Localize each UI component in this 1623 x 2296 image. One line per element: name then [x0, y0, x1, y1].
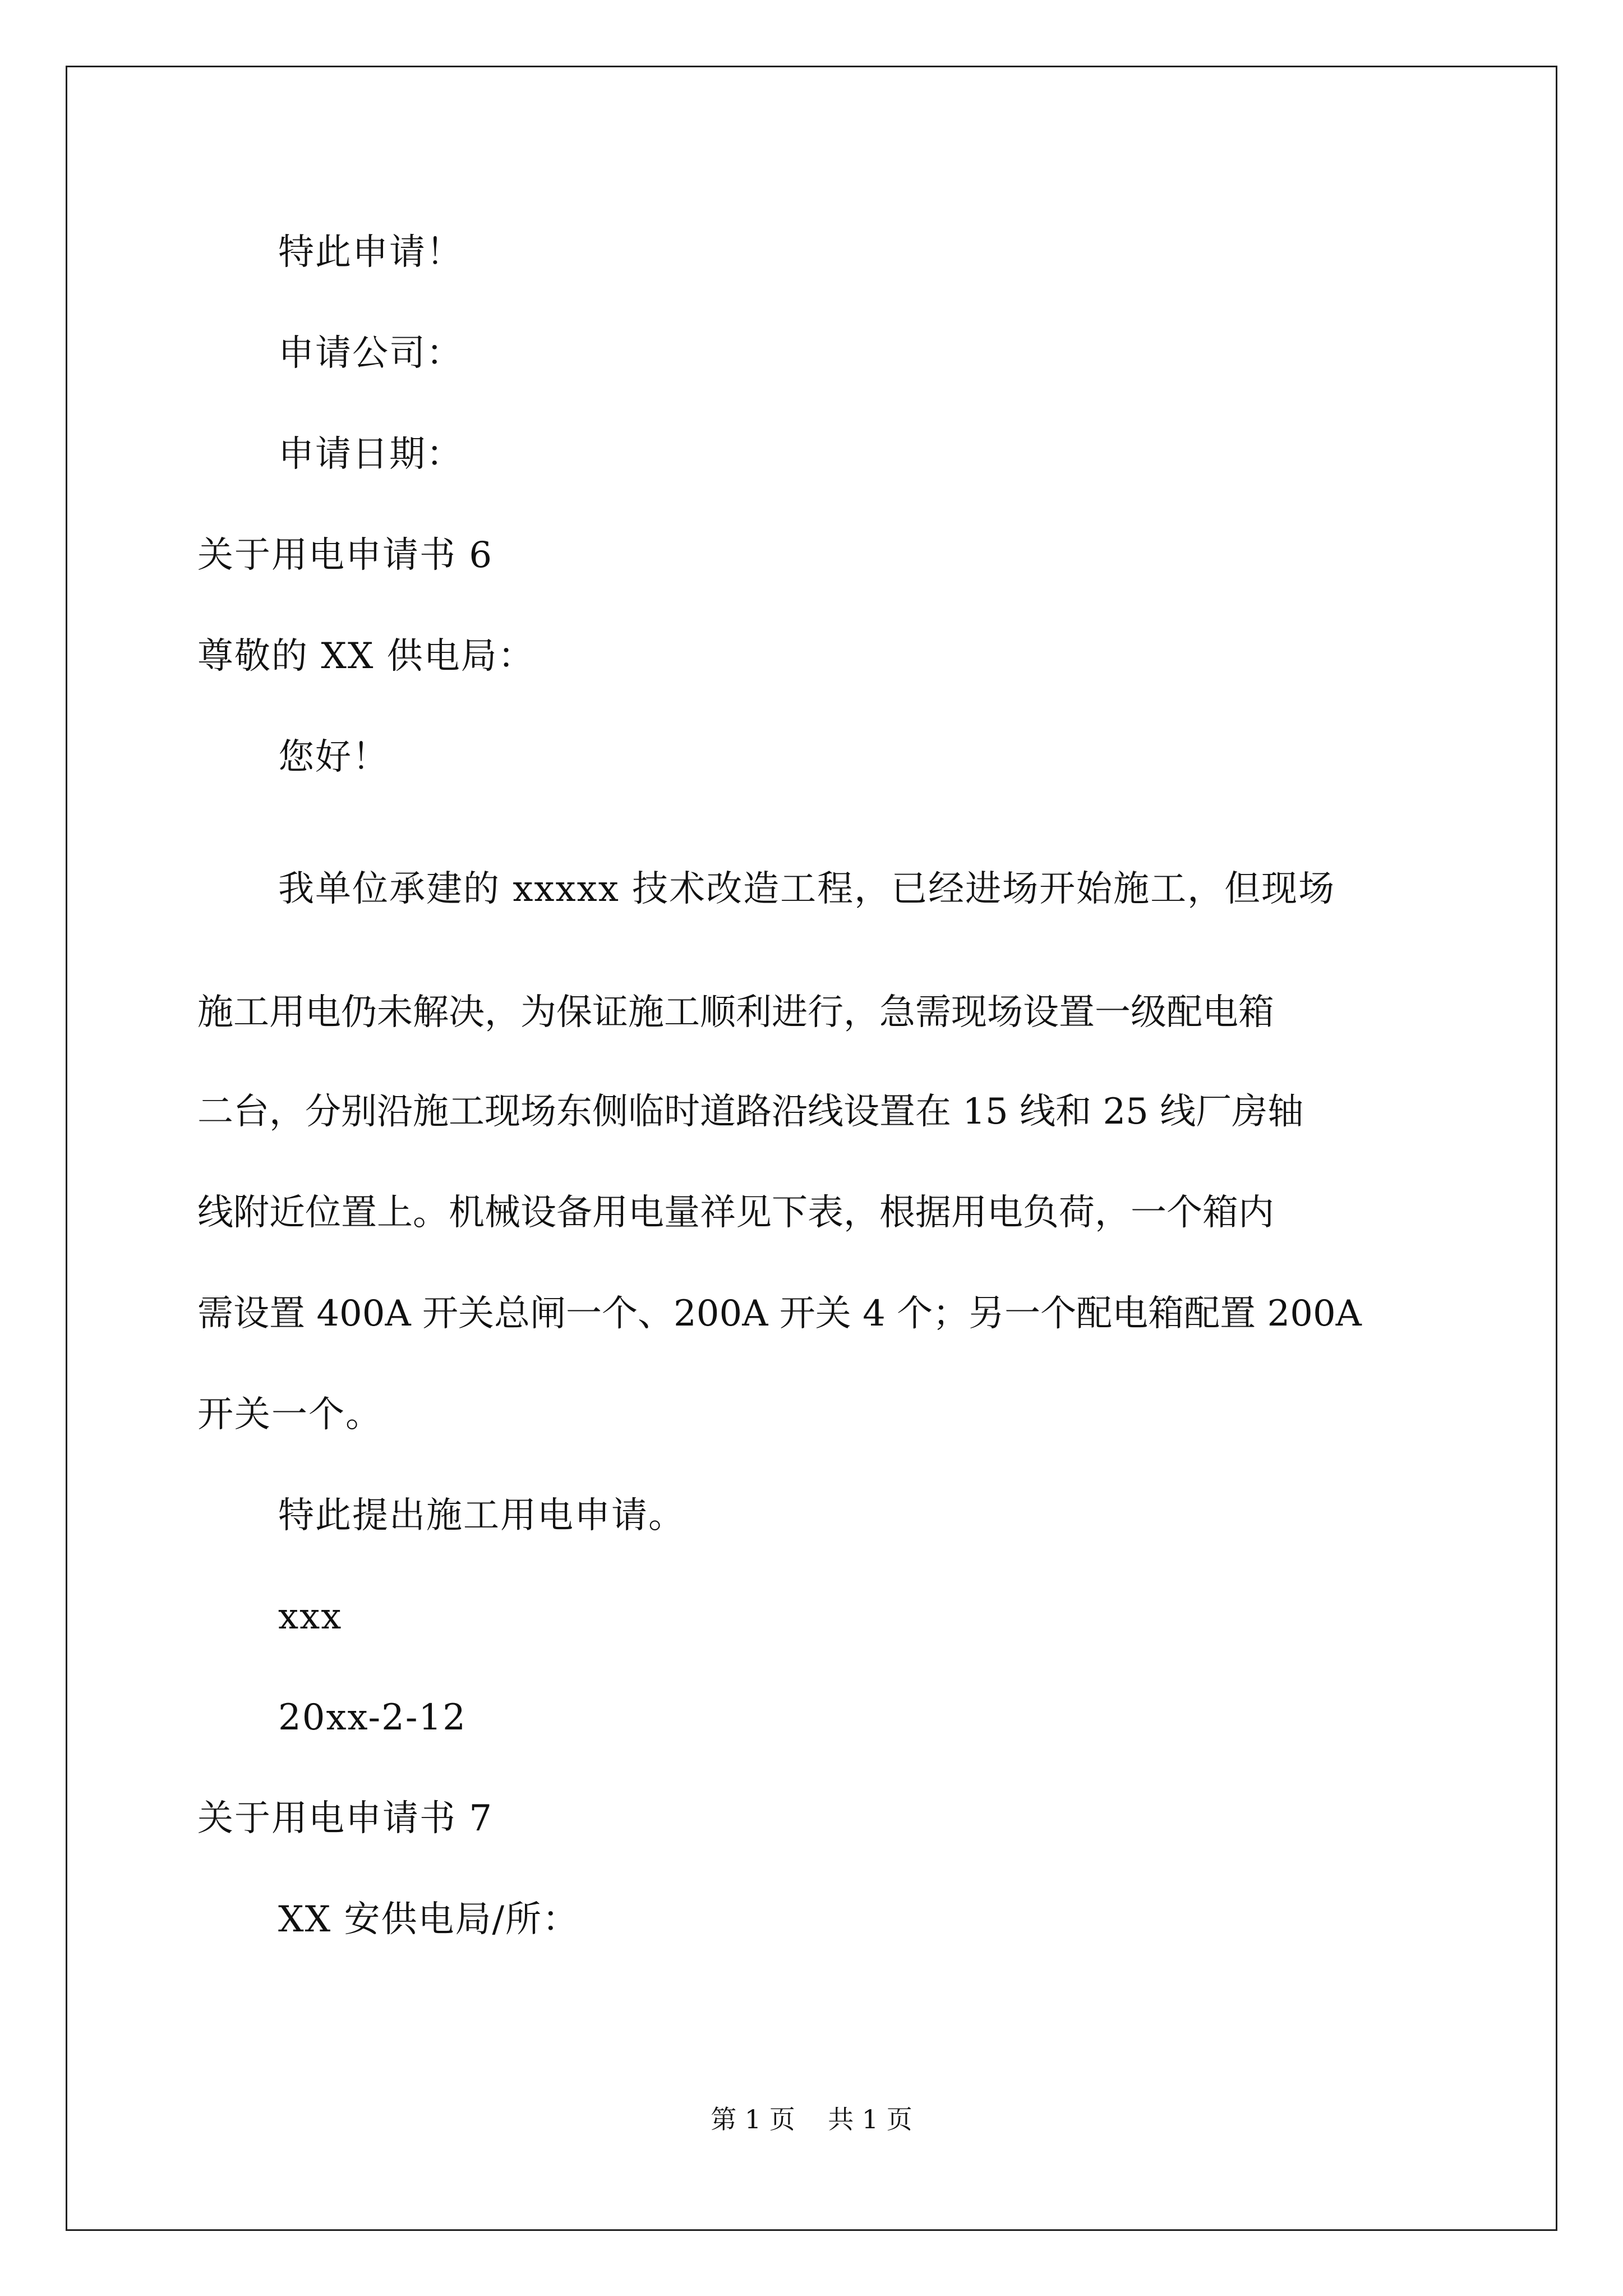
body-line-3: 二台，分别沿施工现场东侧临时道路沿线设置在 15 线和 25 线厂房轴 — [197, 1091, 1304, 1133]
application-date-label: 申请日期： — [278, 434, 463, 475]
closing-request-line: 特此申请！ — [278, 232, 463, 273]
body-line-1: 我单位承建的 xxxxx 技术改造工程，已经进场开始施工，但现场 — [278, 868, 1336, 910]
body-line-5: 需设置 400A 开关总闸一个、200A 开关 4 个；另一个配电箱配置 200A — [197, 1293, 1362, 1335]
greeting-line: 您好！ — [278, 737, 389, 778]
applicant-company-label: 申请公司： — [278, 333, 463, 374]
signature-name: xxx — [278, 1596, 343, 1637]
body-line-2: 施工用电仍未解决，为保证施工顺利进行，急需现场设置一级配电箱 — [197, 992, 1274, 1033]
addressee-line-6: 尊敬的 XX 供电局： — [197, 636, 535, 677]
signature-date: 20xx-2-12 — [278, 1697, 467, 1738]
page-footer: 第 1 页 共 1 页 — [711, 2104, 912, 2134]
body-line-4: 线附近位置上。机械设备用电量祥见下表，根据用电负荷，一个箱内 — [197, 1192, 1274, 1234]
body-line-6: 开关一个。 — [197, 1394, 382, 1435]
addressee-line-7: XX 安供电局/所： — [278, 1899, 580, 1940]
closing-statement: 特此提出施工用电申请。 — [278, 1495, 685, 1536]
section-title-6: 关于用电申请书 6 — [197, 535, 494, 576]
section-title-7: 关于用电申请书 7 — [197, 1798, 494, 1839]
